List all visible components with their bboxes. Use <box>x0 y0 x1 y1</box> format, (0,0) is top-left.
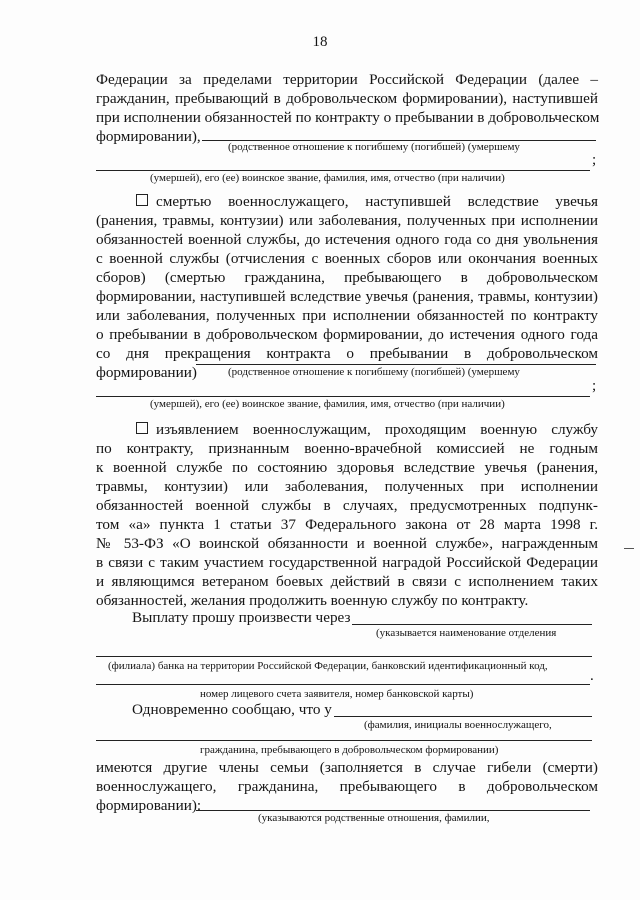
fill-line-family[interactable] <box>196 810 590 811</box>
text-line: смертью военнослужащего, наступившей вследствие увечья <box>96 192 598 211</box>
text-line: обязанностей военной службы в случаях, предусмотренных подпунк- <box>96 497 598 514</box>
field-caption: (указывается наименование отделения <box>376 627 557 639</box>
text-line: и являющимся ветераном боевых действий в связи с исполнением таких <box>96 573 598 590</box>
field-caption: (умершей), его (ее) воинское звание, фамилия, имя, отчество (при наличии) <box>150 398 505 410</box>
fill-line-name[interactable] <box>96 396 590 397</box>
paragraph-family-members <box>96 758 598 815</box>
field-caption: гражданина, пребывающего в добровольческом формировании) <box>200 744 499 756</box>
text-line: имеются другие члены семьи (заполняется в случае гибели (смерти) <box>96 759 598 776</box>
margin-mark <box>624 548 634 549</box>
text-line: военнослужащего, гражданина, пребывающего в добровольческом <box>96 778 598 795</box>
paragraph-continuation <box>96 70 598 146</box>
fill-line-name[interactable] <box>96 170 590 171</box>
field-caption: (филиала) банка на территории Российской Федерации, банковский идентификационный код, <box>108 660 548 672</box>
field-caption: (указываются родственные отношения, фамилии, <box>258 812 490 824</box>
text-line: обязанностей, желания продолжить военную службу по контракту. <box>96 592 529 609</box>
paragraph-death-after-discharge <box>96 192 598 382</box>
fill-line-serviceman-cont[interactable] <box>96 740 592 741</box>
text-line: формировании) <box>96 364 197 381</box>
end-mark: . <box>590 668 594 684</box>
text-line: или заболевания, полученных при исполнении обязанностей по контракту <box>96 307 598 324</box>
end-mark: ; <box>592 152 597 168</box>
fill-line-serviceman[interactable] <box>334 716 592 717</box>
page-number: 18 <box>312 34 328 50</box>
field-caption: номер лицевого счета заявителя, номер банковской карты) <box>200 688 474 700</box>
text-line: формировании, наступившей вследствие увечья (ранения, травмы, контузии) <box>96 288 598 305</box>
text-line: № 53-ФЗ «О воинской обязанности и военной службе», награжденным <box>96 535 598 552</box>
checkbox-death-after-discharge[interactable] <box>136 194 148 206</box>
text-line: при исполнении обязанностей по контракту о пребывании в добровольческом <box>96 109 600 126</box>
text-line: со дня прекращения контракта о пребывании в добровольческом <box>96 345 598 362</box>
text-line: о пребывании в добровольческом формировании, до истечения одного года <box>96 326 598 343</box>
text-line: к военной службе по состоянию здоровья вследствие увечья (ранения, <box>96 459 598 476</box>
payment-label: Выплату прошу произвести через <box>132 609 351 626</box>
field-caption: (умершей), его (ее) воинское звание, фамилия, имя, отчество (при наличии) <box>150 172 505 184</box>
text-line: изъявлением военнослужащим, проходящим военную службу <box>96 420 598 439</box>
field-caption: (фамилия, инициалы военнослужащего, <box>364 719 552 731</box>
text-line: формировании), <box>96 128 201 145</box>
field-caption: (родственное отношение к погибшему (погибшей) (умершему <box>228 141 520 153</box>
checkbox-continue-service[interactable] <box>136 422 148 434</box>
end-mark: ; <box>592 378 597 394</box>
fill-line-bank-branch[interactable] <box>352 624 592 625</box>
paragraph-continue-service <box>96 420 598 610</box>
text-line: обязанностей военной службы, до истечения одного года со дня увольнения <box>96 231 598 248</box>
fill-line-relative[interactable] <box>196 364 596 365</box>
notice-label: Одновременно сообщаю, что у <box>132 701 332 718</box>
text-line: Федерации за пределами территории Российской Федерации (далее – <box>96 71 598 88</box>
text-line: в связи с таким участием государственной наградой Российской Федерации <box>96 554 598 571</box>
fill-line-bank-details[interactable] <box>96 656 592 657</box>
field-caption: (родственное отношение к погибшему (погибшей) (умершему <box>228 366 520 378</box>
text-line: гражданин, пребывающий в добровольческом формировании), наступившей <box>96 90 598 107</box>
text-line: по контракту, признанным военно-врачебной комиссией не годным <box>96 440 598 457</box>
text-line: формировании): <box>96 797 202 814</box>
fill-line-account[interactable] <box>96 684 590 685</box>
text-line: том «а» пункта 1 статьи 37 Федерального закона от 28 марта 1998 г. <box>96 516 598 533</box>
text-line: сборов) (смертью гражданина, пребывающего в добровольческом <box>96 269 598 286</box>
text-line: (ранения, травмы, контузии) или заболевания, полученных при исполнении <box>96 212 598 229</box>
text-line: с военной службы (отчисления с военных сборов или окончания военных <box>96 250 598 267</box>
text-line: травмы, контузии) или заболевания, полученных при исполнении <box>96 478 598 495</box>
